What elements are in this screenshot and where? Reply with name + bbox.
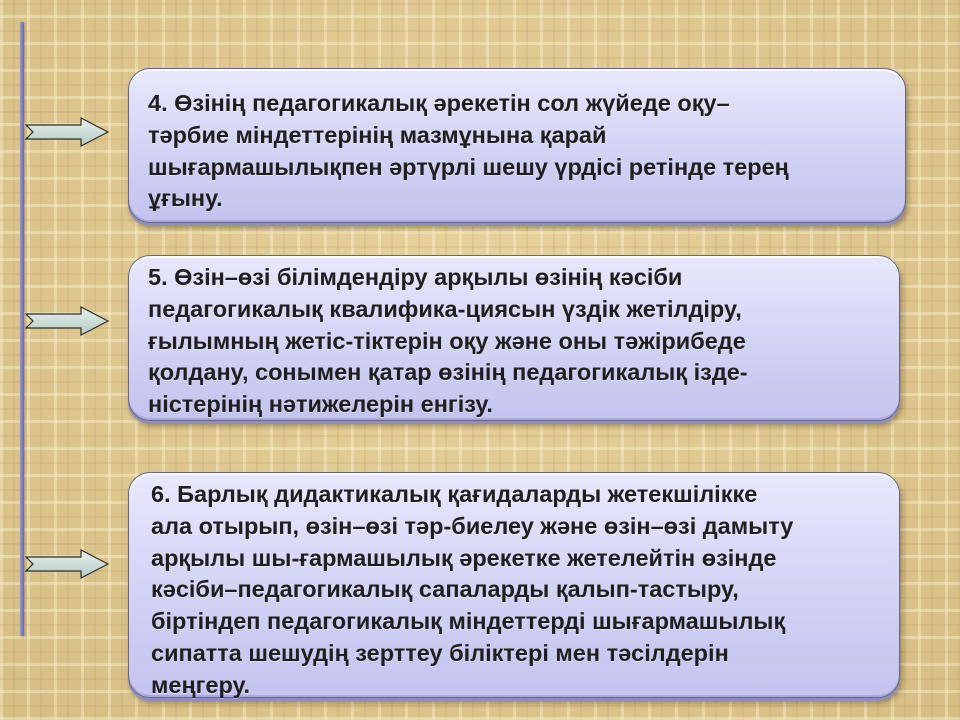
step-box-5 <box>128 255 900 421</box>
step-text-line: сипатта шешудің зерттеу біліктері мен тәсілдерін <box>151 639 729 666</box>
step-text-line: ғылымның жетіс-тіктерін оқу және оны тәжірибеде <box>148 327 746 354</box>
step-text-line: қолдану, сонымен қатар өзінің педагогикалық ізде- <box>148 359 748 386</box>
step-text-line: педагогикалық квалифика-циясын үздік жетілдіру, <box>148 295 742 322</box>
step-box-4 <box>128 68 906 223</box>
step-box-6 <box>128 472 900 698</box>
step-text-line: біртіндеп педагогикалық міндеттерді шығармашылық <box>151 608 786 635</box>
step-text-line: меңгеру. <box>151 671 251 698</box>
step-text-line: 4. Өзінің педагогикалық әрекетін сол жүйеде оқу– <box>148 90 730 116</box>
arrow-right-icon <box>25 306 109 336</box>
arrow-right-icon <box>25 549 109 579</box>
step-text-line: ұғыну. <box>148 185 223 212</box>
step-text-line: 5. Өзін–өзі білімдендіру арқылы өзінің кәсіби <box>148 264 683 290</box>
step-text-line: ала отырып, өзін–өзі тәр-биелеу және өзін–өзі дамыту <box>151 512 794 539</box>
step-text-line: шығармашылықпен әртүрлі шешу үрдісі ретінде терең <box>148 153 789 180</box>
step-text-line: ністерінің нәтижелерін енгізу. <box>148 391 493 418</box>
step-text-line: арқылы шы-ғармашылық әрекетке жетелейтін өзінде <box>151 544 777 571</box>
step-text-line: тәрбие міндеттерінің мазмұнына қарай <box>148 121 607 148</box>
timeline-line <box>20 22 24 636</box>
step-text-line: 6. Барлық дидактикалық қағидаларды жетекшілікке <box>151 481 758 507</box>
step-text-line: кәсіби–педагогикалық сапаларды қалып-тастыру, <box>151 576 739 603</box>
arrow-right-icon <box>25 117 109 147</box>
